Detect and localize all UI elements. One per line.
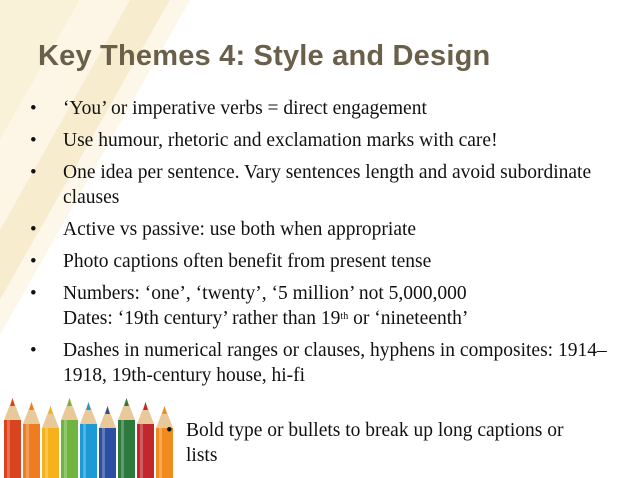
- bullet-item: [22, 96, 632, 121]
- bullet-list: [22, 96, 632, 395]
- pencil: [80, 402, 97, 478]
- bullet-item: [22, 217, 632, 242]
- slide-title: Key Themes 4: Style and Design: [38, 40, 491, 72]
- bullet-text: Dashes in numerical ranges or clauses, hyphens in composites: 1914–1918, 19th-century house, hi-fi: [63, 340, 607, 386]
- bullet-text: Numbers: ‘one’, ‘twenty’, ‘5 million’ not 5,000,000: [63, 283, 467, 304]
- bullet-dot: •: [30, 98, 37, 119]
- dates-text-end: or ‘nineteenth’: [348, 308, 469, 329]
- pencil: [99, 406, 116, 478]
- bullet-text: One idea per sentence. Vary sentences length and avoid subordinate clauses: [63, 162, 592, 208]
- bullet-item: [22, 128, 632, 153]
- bullet-text: Use humour, rhetoric and exclamation marks with care!: [63, 130, 498, 151]
- sub-bullet-text: Bold type or bullets to break up long captions or lists: [186, 420, 564, 466]
- pencil: [23, 402, 40, 478]
- pencil: [137, 402, 154, 478]
- bullet-item: [22, 338, 632, 388]
- pencil: [4, 398, 21, 478]
- bullet-item: [22, 249, 632, 274]
- bullet-dot: •: [30, 219, 37, 240]
- bullet-dot: •: [166, 420, 173, 441]
- colored-pencils-image: [0, 388, 180, 478]
- sub-bullet-item: [166, 418, 586, 468]
- bullet-item: [22, 160, 632, 210]
- bullet-text: ‘You’ or imperative verbs = direct engagement: [63, 98, 427, 119]
- bullet-dot: •: [30, 162, 37, 183]
- bullet-text: Active vs passive: use both when appropriate: [63, 219, 417, 240]
- pencil: [42, 406, 59, 478]
- pencil: [118, 398, 135, 478]
- bullet-dot: •: [30, 340, 37, 361]
- dates-line: [63, 306, 632, 331]
- bullet-dot: •: [30, 251, 37, 272]
- bullet-dot: •: [30, 283, 37, 304]
- ordinal-suffix: th: [340, 311, 349, 322]
- bullet-text: Photo captions often benefit from present tense: [63, 251, 432, 272]
- bullet-item: [22, 281, 632, 331]
- pencil: [61, 398, 78, 478]
- dates-text: Dates: ‘19th century’ rather than 19: [63, 308, 341, 329]
- bullet-dot: •: [30, 130, 37, 151]
